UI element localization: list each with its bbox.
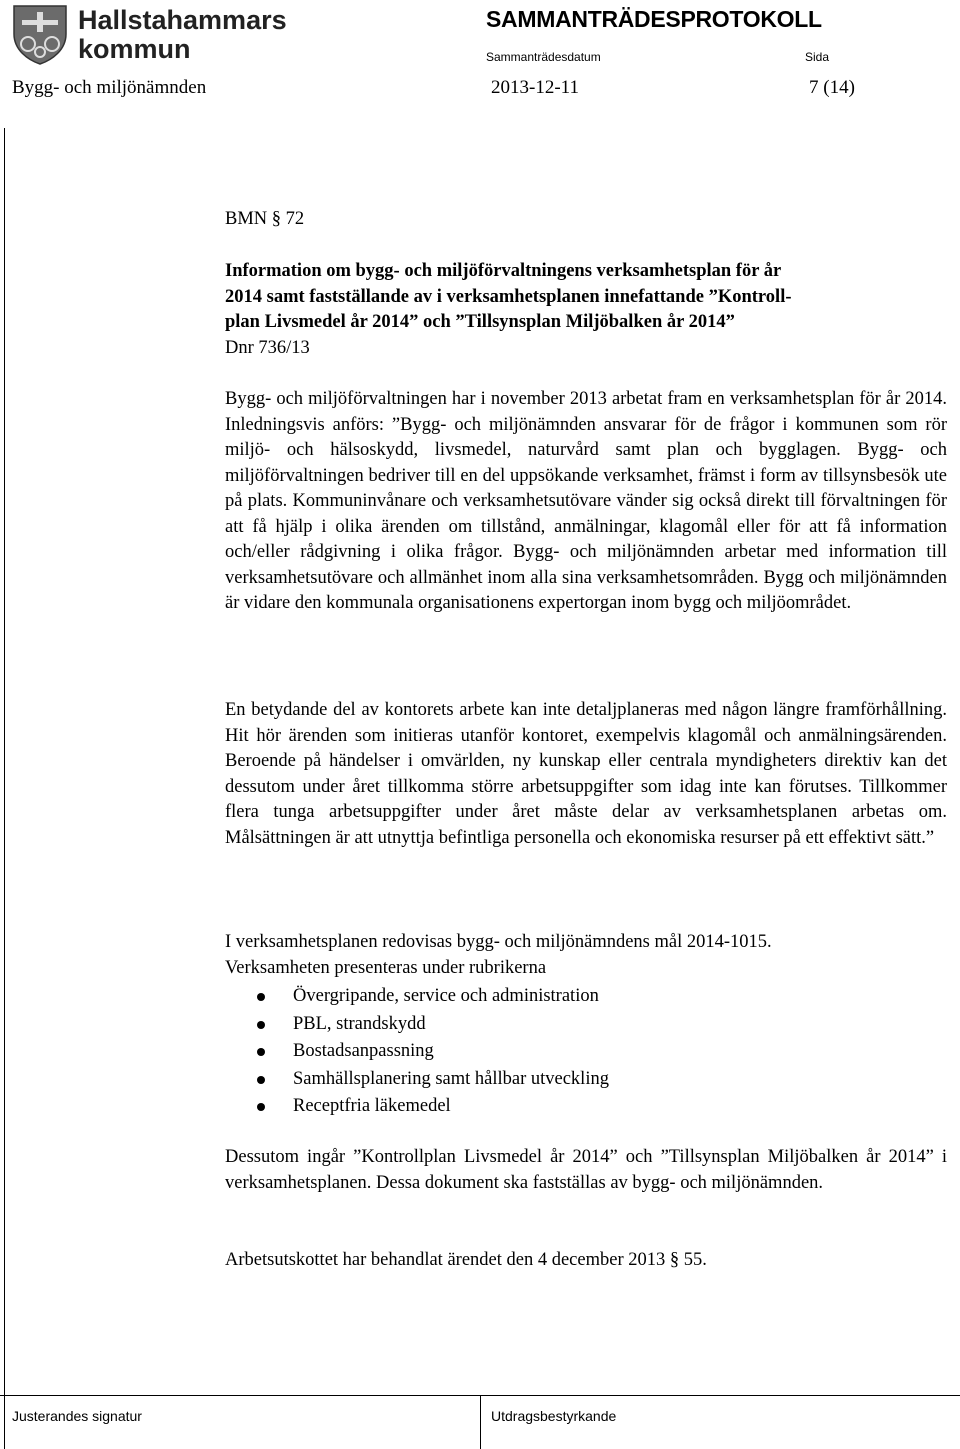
logo-line-1: Hallstahammars	[78, 5, 287, 35]
list-item	[225, 1039, 947, 1067]
page-label: Sida	[805, 50, 830, 64]
list-item-label: Bostadsanpassning	[293, 1041, 434, 1061]
paragraph-committee-note: Arbetsutskottet har behandlat ärendet den 4 december 2013 § 55.	[225, 1250, 707, 1270]
meeting-date: 2013-12-11	[491, 77, 579, 98]
paragraph-plans: Dessutom ingår ”Kontrollplan Livsmedel år 2014” och ”Tillsynsplan Miljöbalken år 2014” i verksamhetsplanen. Dessa dokument ska fastställas av bygg- och miljönämnden.	[225, 1147, 947, 1193]
committee-name: Bygg- och miljönämnden	[12, 77, 207, 98]
section-number: BMN § 72	[225, 209, 305, 229]
list-item-label: Övergripande, service och administration	[293, 986, 599, 1006]
bullet-icon	[257, 993, 265, 1001]
list-item	[225, 984, 947, 1012]
list-item	[225, 1067, 947, 1095]
dnr-reference: Dnr 736/13	[225, 338, 310, 358]
bullet-icon	[257, 1021, 265, 1029]
heading-line-2: 2014 samt fastställande av i verksamhetsplanen innefattande ”Kontroll-	[225, 286, 792, 307]
list-item	[225, 1094, 947, 1122]
paragraph-planning: En betydande del av kontorets arbete kan inte detaljplaneras med någon längre framförhållning. Hit hör ärenden som initieras utanför kontoret, exempelvis klagomål och anmälningsärenden. Beroende på händelser i omvärlden, ny kunskap eller centrala myndigheters direktiv kan det dessutom under året tillkomma större arbetsuppgifter som idag inte kan förutses. Tillkommer flera tunga arbetsuppgifter under året måste delar av verksamhetsplanen arbetas om. Målsättningen är att utnyttja befintliga personella och ekonomiska resurser på ett effektivt sätt.”	[225, 700, 947, 848]
document-title: SAMMANTRÄDESPROTOKOLL	[486, 6, 822, 32]
list-item-label: Samhällsplanering samt hållbar utveckling	[293, 1068, 609, 1089]
footer-divider	[480, 1395, 481, 1449]
coat-of-arms-icon	[10, 4, 70, 66]
goals-line: I verksamhetsplanen redovisas bygg- och miljönämndens mål 2014-1015.	[225, 932, 772, 952]
left-margin-rule	[4, 128, 5, 1449]
list-item-label: Receptfria läkemedel	[293, 1096, 451, 1116]
page-number: 7 (14)	[809, 77, 855, 98]
category-list	[225, 984, 947, 1122]
municipality-logo	[10, 4, 287, 66]
paragraph-goals	[225, 930, 947, 981]
categories-intro: Verksamheten presenteras under rubrikerna	[225, 957, 547, 978]
logo-line-2: kommun	[78, 34, 191, 64]
bullet-icon	[257, 1103, 265, 1111]
heading-line-1: Information om bygg- och miljöförvaltningens verksamhetsplan för år	[225, 261, 782, 281]
heading-line-3: plan Livsmedel år 2014” och ”Tillsynsplan Miljöbalken år 2014”	[225, 312, 735, 332]
bullet-icon	[257, 1076, 265, 1084]
meeting-date-label: Sammanträdesdatum	[486, 50, 601, 64]
bullet-icon	[257, 1048, 265, 1056]
list-item-label: PBL, strandskydd	[293, 1013, 426, 1034]
signature-label: Justerandes signatur	[12, 1408, 142, 1424]
list-item	[225, 1012, 947, 1040]
section-heading	[225, 259, 947, 336]
excerpt-label: Utdragsbestyrkande	[491, 1408, 617, 1424]
logo-text	[78, 6, 287, 64]
paragraph-intro: Bygg- och miljöförvaltningen har i november 2013 arbetat fram en verksamhetsplan för år 2014. Inledningsvis anförs: ”Bygg- och miljönämnden ansvarar för de frågor i kommunen som rör miljö- och hälsoskydd, livsmedel, naturvård samt plan och bygglagen. Bygg- och miljöförvaltningen bedriver till en del uppsökande verksamhet, främst i form av tillsynsbesök ute på plats. Kommuninvånare och verksamhetsutövare vänder sig också direkt till förvaltningen för att få hjälp i olika ärenden om tillstånd, anmälningar, klagomål eller för att få information och/eller rådgivning i olika frågor. Bygg- och miljönämnden arbetar med information till verksamhetsutövare och allmänhet inom alla sina verksamhetsområden. Bygg och miljönämnden är vidare den kommunala organisationens expertorgan inom bygg och miljöområdet.	[225, 389, 947, 613]
